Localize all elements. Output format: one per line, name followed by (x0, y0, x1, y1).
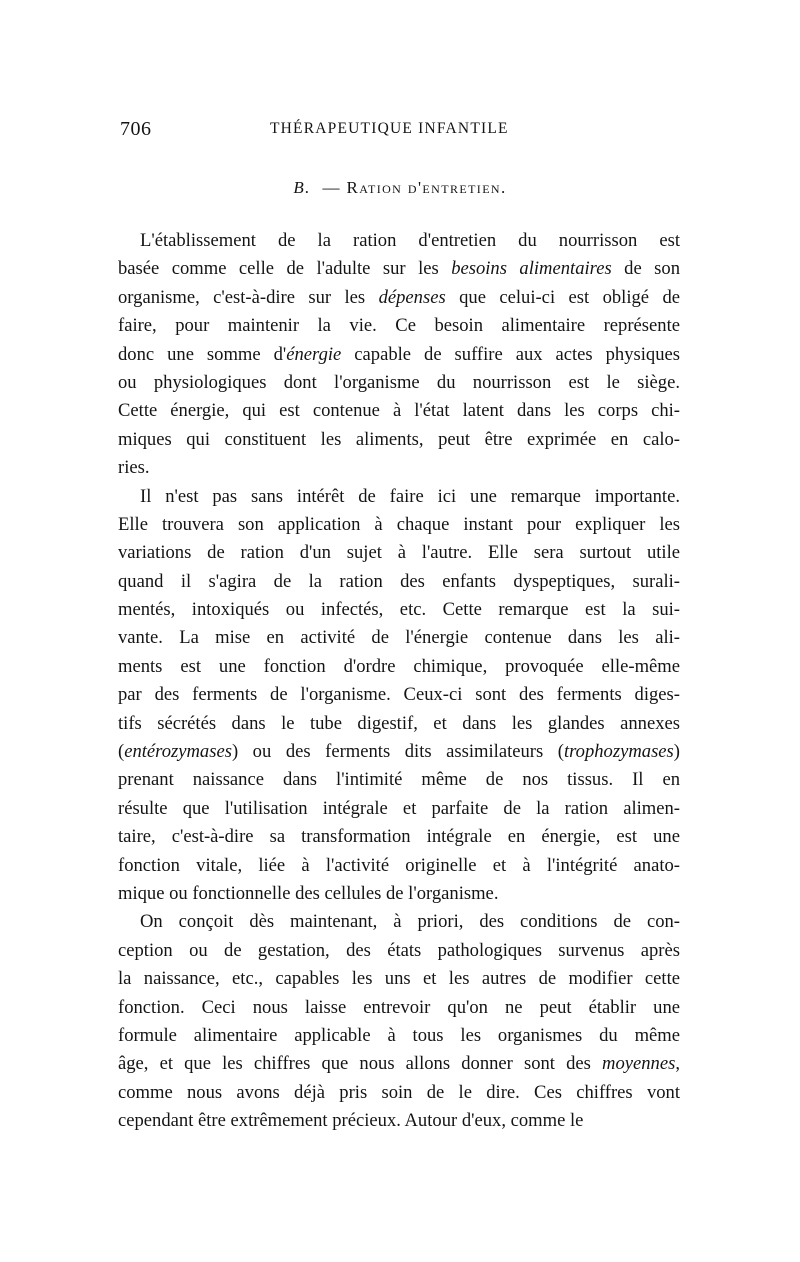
section-letter: B. (293, 178, 311, 197)
text-segment: faire, pour maintenir la vie. Ce besoin alimentaire représente (118, 315, 680, 337)
text-line (118, 624, 680, 652)
text-segment: fonction vitale, liée à l'activité originelle et à l'intégrité anato- (118, 854, 680, 876)
text-segment: cependant être extrêmement précieux. Autour d'eux, comme le (118, 1110, 584, 1132)
text-line (118, 681, 680, 709)
section-title: Ration d'entretien. (346, 178, 507, 197)
text-segment: Cette énergie, qui est contenue à l'état latent dans les corps chi- (118, 400, 680, 422)
text-line (118, 397, 680, 425)
text-line (118, 539, 680, 567)
text-line (118, 994, 680, 1022)
italic-term: trophozymases (563, 741, 674, 763)
text-segment: par des ferments de l'organisme. Ceux-ci sont des ferments diges- (118, 684, 680, 706)
text-segment: tifs sécrétés dans le tube digestif, et dans les glandes annexes (118, 712, 680, 734)
text-line (118, 511, 680, 539)
italic-term: énergie (286, 343, 342, 365)
running-head (120, 118, 680, 144)
text-line (118, 880, 680, 908)
text-segment: ) (673, 741, 680, 763)
text-segment: L'établissement de la ration d'entretien du nourrisson est (140, 230, 680, 251)
text-segment: de son (611, 258, 680, 280)
text-segment: taire, c'est-à-dire sa transformation intégrale en énergie, est une (118, 826, 680, 848)
text-segment: mique ou fonctionnelle des cellules de l'organisme. (118, 882, 499, 904)
text-segment: ments est une fonction d'ordre chimique, provoquée elle-même (118, 655, 680, 677)
text-segment: ou physiologiques dont l'organisme du nourrisson est le siège. (118, 371, 680, 393)
text-line (118, 568, 680, 596)
text-line (118, 596, 680, 624)
text-segment: ) ou des ferments dits assimilateurs ( (231, 741, 564, 763)
text-segment: que celui-ci est obligé de (445, 286, 681, 308)
text-line (118, 227, 680, 255)
text-line (118, 1079, 680, 1107)
text-segment: variations de ration d'un sujet à l'autre. Elle sera surtout utile (118, 542, 680, 564)
text-line (118, 312, 680, 340)
text-segment: ries. (118, 457, 150, 479)
text-segment: vante. La mise en activité de l'énergie contenue dans les ali- (118, 627, 680, 649)
text-line (118, 823, 680, 851)
text-segment: ception ou de gestation, des états pathologiques survenus après (118, 939, 680, 961)
text-line (118, 852, 680, 880)
text-segment: comme nous avons déjà pris soin de le dire. Ces chiffres vont (118, 1081, 680, 1103)
text-line (118, 1107, 680, 1135)
text-segment: donc une somme d' (118, 343, 287, 365)
text-segment: ( (118, 741, 125, 763)
text-segment: capable de suffire aux actes physiques (341, 343, 680, 365)
text-segment: , (675, 1053, 680, 1075)
text-segment: quand il s'agira de la ration des enfants dyspeptiques, surali- (118, 570, 680, 592)
text-segment: la naissance, etc., capables les uns et les autres de modifier cette (118, 968, 680, 990)
text-segment: mentés, intoxiqués ou infectés, etc. Cette remarque est la sui- (118, 599, 680, 621)
page-number: 706 (120, 118, 152, 140)
text-line (118, 908, 680, 936)
text-line (118, 937, 680, 965)
text-line (118, 1022, 680, 1050)
text-segment: organisme, c'est-à-dire sur les (118, 286, 379, 308)
italic-term: besoins alimentaires (451, 258, 612, 280)
text-segment: résulte que l'utilisation intégrale et parfaite de la ration alimen- (118, 797, 680, 819)
text-segment: basée comme celle de l'adulte sur les (118, 258, 452, 280)
text-line (118, 795, 680, 823)
text-segment: fonction. Ceci nous laisse entrevoir qu'on ne peut établir une (118, 996, 680, 1018)
section-heading (0, 178, 800, 198)
text-segment: Il n'est pas sans intérêt de faire ici une remarque importante. (140, 485, 680, 507)
italic-term: entérozymases (124, 741, 232, 763)
text-segment: miques qui constituent les aliments, peut être exprimée en calo- (118, 428, 680, 450)
text-line (118, 483, 680, 511)
text-line (118, 341, 680, 369)
text-segment: formule alimentaire applicable à tous les organismes du même (118, 1024, 680, 1046)
text-line (118, 426, 680, 454)
text-segment: prenant naissance dans l'intimité même de nos tissus. Il en (118, 769, 680, 791)
text-segment: âge, et que les chiffres que nous allons donner sont des (118, 1053, 603, 1075)
section-dash: — (322, 178, 341, 197)
italic-term: moyennes (602, 1053, 676, 1075)
text-line (118, 766, 680, 794)
text-line (118, 653, 680, 681)
text-line (118, 454, 680, 482)
running-title: THÉRAPEUTIQUE INFANTILE (270, 120, 509, 137)
text-line (118, 965, 680, 993)
text-segment: On conçoit dès maintenant, à priori, des conditions de con- (140, 911, 680, 933)
text-line (118, 1050, 680, 1078)
text-line (118, 369, 680, 397)
italic-term: dépenses (378, 286, 446, 308)
text-line (118, 738, 680, 766)
text-line (118, 710, 680, 738)
body-text (118, 227, 680, 1136)
text-line (118, 255, 680, 283)
text-segment: Elle trouvera son application à chaque instant pour expliquer les (118, 513, 680, 535)
text-line (118, 284, 680, 312)
